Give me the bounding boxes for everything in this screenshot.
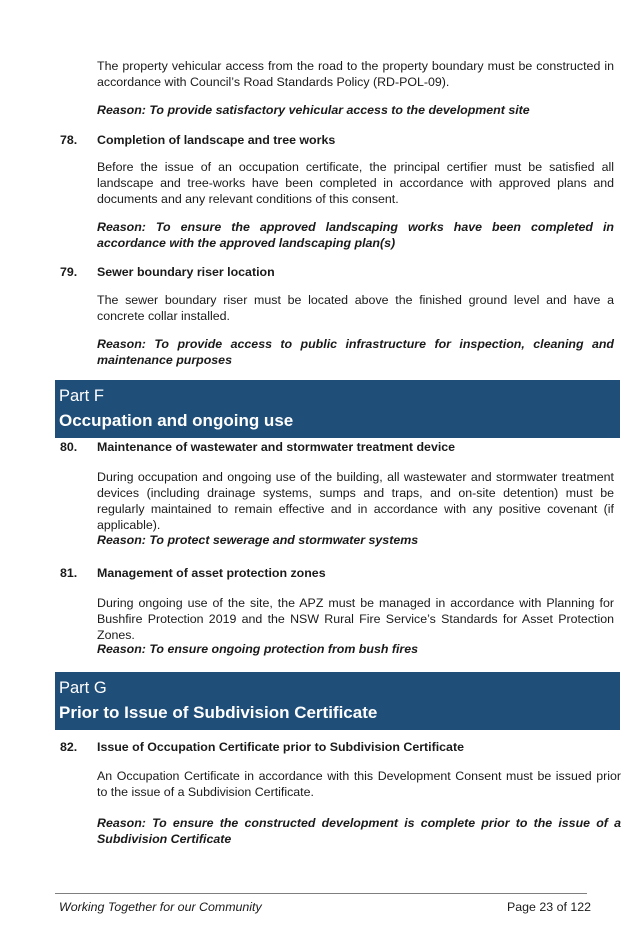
part-g-title: Prior to Issue of Subdivision Certificate (59, 703, 378, 722)
part-g-banner (55, 672, 620, 730)
footer-divider (55, 893, 587, 894)
condition-82-title: Issue of Occupation Certificate prior to Subdivision Certificate (97, 740, 464, 754)
condition-82-reason: Reason: To ensure the constructed development is complete prior to the issue of a Subdivision Certificate (97, 816, 621, 846)
condition-79-reason: Reason: To provide access to public infrastructure for inspection, cleaning and maintenance purposes (97, 337, 614, 367)
condition-80-reason: Reason: To protect sewerage and stormwater systems (97, 533, 419, 547)
page-number: Page 23 of 122 (507, 900, 592, 914)
part-g-label: Part G (59, 679, 107, 697)
condition-78-title: Completion of landscape and tree works (97, 133, 336, 147)
condition-78-reason: Reason: To ensure the approved landscaping works have been completed in accordance with the approved landscaping plan(s) (97, 220, 614, 250)
condition-79-paragraph: The sewer boundary riser must be located above the finished ground level and have a concrete collar installed. (97, 293, 614, 323)
intro-reason: Reason: To provide satisfactory vehicular access to the development site (97, 103, 530, 117)
condition-80-paragraph: During occupation and ongoing use of the building, all wastewater and stormwater treatment devices (including drainage systems, sumps and traps, and on-site detention) must be regularly maintained to remain effective and in accordance with any positive covenant (if applicable). (97, 470, 614, 532)
condition-78-paragraph: Before the issue of an occupation certificate, the principal certifier must be satisfied all landscape and tree-works have been completed in accordance with approved plans and documents and any relevant conditions of this consent. (97, 160, 614, 206)
part-f-title: Occupation and ongoing use (59, 411, 294, 430)
condition-80-number: 80. (60, 440, 78, 454)
condition-78-number: 78. (60, 133, 78, 147)
footer-tagline: Working Together for our Community (59, 900, 262, 914)
condition-80-title: Maintenance of wastewater and stormwater treatment device (97, 440, 456, 454)
part-f-banner (55, 380, 620, 438)
intro-paragraph: The property vehicular access from the road to the property boundary must be constructed in accordance with Council’s Road Standards Policy (RD-POL-09). (97, 59, 614, 89)
condition-81-reason: Reason: To ensure ongoing protection from bush fires (97, 642, 419, 656)
condition-81-title: Management of asset protection zones (97, 566, 326, 580)
condition-82-number: 82. (60, 740, 78, 754)
condition-82-paragraph: An Occupation Certificate in accordance with this Development Consent must be issued prior to the issue of a Subdivision Certificate. (97, 769, 621, 799)
part-f-label: Part F (59, 387, 104, 405)
condition-79-number: 79. (60, 265, 78, 279)
condition-81-number: 81. (60, 566, 78, 580)
condition-79-title: Sewer boundary riser location (97, 265, 275, 279)
condition-81-paragraph: During ongoing use of the site, the APZ must be managed in accordance with Planning for Bushfire Protection 2019 and the NSW Rural Fire Service’s Standards for Asset Protection Zones. (97, 596, 614, 642)
